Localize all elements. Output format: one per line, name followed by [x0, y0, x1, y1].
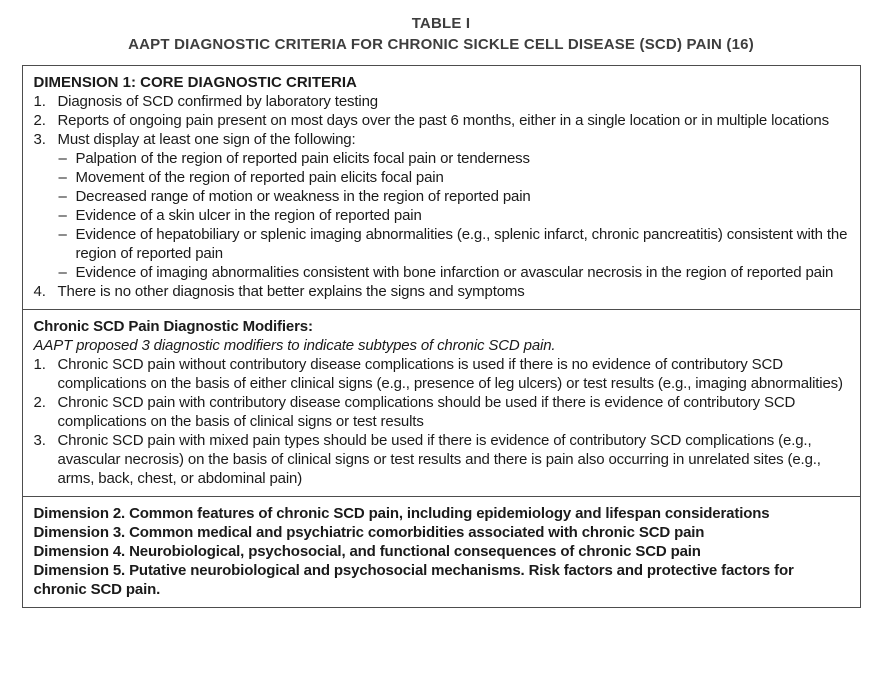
item-text: Reports of ongoing pain present on most days over the past 6 months, either in a single location or in multiple locations	[57, 112, 829, 129]
dimension-4-line: Dimension 4. Neurobiological, psychosocial, and functional consequences of chronic SCD pain	[33, 543, 701, 560]
item-text: Must display at least one sign of the following:	[57, 131, 356, 148]
item-text: Diagnosis of SCD confirmed by laboratory testing	[57, 93, 378, 110]
subitem-text: Palpation of the region of reported pain elicits focal pain or tenderness	[75, 150, 530, 167]
section-diagnostic-modifiers	[23, 309, 860, 496]
dash-bullet: –	[58, 169, 67, 186]
criteria-table	[22, 65, 861, 608]
item-number: 1.	[33, 356, 46, 373]
item-text: Chronic SCD pain with mixed pain types should be used if there is evidence of contributory SCD complications (e.g., avascular necrosis) on the basis of clinical signs or test results and there is pain also occurring in unrelated sites (e.g., arms, back, chest, or abdominal pain)	[57, 432, 821, 487]
core-subitem-3	[59, 187, 849, 206]
dash-bullet: –	[58, 207, 67, 224]
modifier-item-3	[34, 431, 849, 488]
modifiers-intro: AAPT proposed 3 diagnostic modifiers to indicate subtypes of chronic SCD pain.	[33, 337, 556, 354]
dash-bullet: –	[58, 226, 67, 243]
subitem-text: Evidence of a skin ulcer in the region of reported pain	[75, 207, 422, 224]
table-title: AAPT DIAGNOSTIC CRITERIA FOR CHRONIC SICKLE CELL DISEASE (SCD) PAIN (16)	[128, 36, 754, 53]
core-subitem-1	[59, 149, 849, 168]
core-subitem-5	[59, 225, 849, 263]
item-number: 3.	[33, 432, 46, 449]
section-core-criteria	[23, 66, 860, 309]
item-number: 2.	[33, 394, 46, 411]
modifiers-heading: Chronic SCD Pain Diagnostic Modifiers:	[33, 318, 313, 335]
modifier-item-2	[34, 393, 849, 431]
section-dimensions-2-5	[23, 496, 860, 607]
modifier-item-1	[34, 355, 849, 393]
core-subitem-2	[59, 168, 849, 187]
dimension-5-line: Dimension 5. Putative neurobiological and psychosocial mechanisms. Risk factors and protective factors for chronic SCD pain.	[33, 562, 794, 598]
item-text: There is no other diagnosis that better explains the signs and symptoms	[57, 283, 525, 300]
dash-bullet: –	[58, 188, 67, 205]
core-item-1	[34, 92, 849, 111]
subitem-text: Movement of the region of reported pain elicits focal pain	[75, 169, 444, 186]
dimension-3-line: Dimension 3. Common medical and psychiatric comorbidities associated with chronic SCD pain	[33, 524, 705, 541]
item-number: 3.	[33, 131, 46, 148]
item-number: 4.	[33, 283, 46, 300]
core-subitem-6	[59, 263, 849, 282]
table-number-label: TABLE I	[411, 15, 471, 32]
item-text: Chronic SCD pain without contributory disease complications is used if there is no evidence of contributory SCD complications on the basis of either clinical signs (e.g., presence of leg ulcers) or test results (e.g., imaging abnormalities)	[57, 356, 843, 392]
dash-bullet: –	[58, 150, 67, 167]
subitem-text: Evidence of hepatobiliary or splenic imaging abnormalities (e.g., splenic infarct, chronic pancreatitis) consistent with the region of reported pain	[75, 226, 848, 262]
item-number: 2.	[33, 112, 46, 129]
dimension-2-line: Dimension 2. Common features of chronic SCD pain, including epidemiology and lifespan considerations	[33, 505, 770, 522]
core-item-2	[34, 111, 849, 130]
table-caption	[0, 0, 882, 55]
subitem-text: Evidence of imaging abnormalities consistent with bone infarction or avascular necrosis in the region of reported pain	[75, 264, 834, 281]
core-item-4	[34, 282, 849, 301]
core-item-3	[34, 130, 849, 149]
subitem-text: Decreased range of motion or weakness in the region of reported pain	[75, 188, 531, 205]
item-number: 1.	[33, 93, 46, 110]
item-text: Chronic SCD pain with contributory disease complications should be used if there is evidence of contributory SCD complications on the basis of clinical signs or test results	[57, 394, 796, 430]
core-subitem-4	[59, 206, 849, 225]
core-heading: DIMENSION 1: CORE DIAGNOSTIC CRITERIA	[33, 74, 357, 91]
dash-bullet: –	[58, 264, 67, 281]
